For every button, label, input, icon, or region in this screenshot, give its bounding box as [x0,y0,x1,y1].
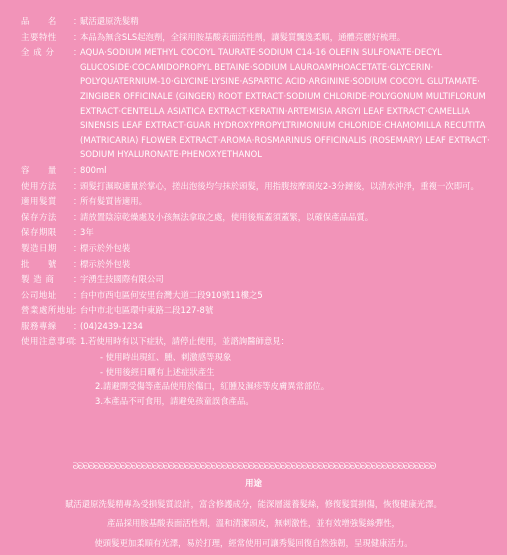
batch-value: 標示於外包裝 [80,258,131,269]
field-label: 品 名 [21,16,57,26]
field-row-business-address: 營業處所地址 ： 台中市北屯區環中東路二段127-8號 [21,303,491,318]
usage-line: 使頭髮更加柔順有光澤，易於打理，經常使用可讓秀髮回復自然強韌，呈現健康活力。 [94,537,413,548]
field-label: 使用方法 [21,180,57,191]
field-label: 保存期限 [21,227,57,238]
storage-text: 請放置陰涼乾燥處及小孩無法拿取之處，使用後瓶蓋須蓋緊，以確保產品品質。 [80,211,374,222]
field-row-storage: 保存方法 ： 請放置陰涼乾燥處及小孩無法拿取之處，使用後瓶蓋須蓋緊，以確保產品品質。 [21,210,491,225]
field-label: 適用髮質 [21,196,57,207]
field-row-name: 品 名 ： 賦活還原洗髮精 [21,14,491,29]
field-row-address: 公司地址 ： 台中市西屯區何安里台灣大道二段910號11樓之5 [21,288,491,303]
precaution-note: - 使用時出現紅、腫、刺激感等現象 [100,352,232,363]
precaution-note: - 使用後經日曬有上述症狀產生 [100,366,215,377]
field-label: 使用注意事項 [21,336,75,347]
field-label: 營業處所地址 [21,305,75,316]
field-row-directions: 使用方法 ： 頭髮打濕取適量於掌心，搓出泡後均勻抹於頭髮，用指腹按摩頭皮2-3分鐘後，以清水沖淨，重複一次即可。 [21,179,491,194]
field-row-mfg-date: 製造日期 ： 標示於外包裝 [21,241,491,256]
precaution-note: 3.本產品不可食用，請避免孩童誤食產品。 [95,395,254,406]
field-row-shelf-life: 保存期限 ： 3年 [21,225,491,240]
field-label: 公司地址 [21,289,57,300]
manufacturer-value: 宇湧生技國際有限公司 [80,274,164,285]
field-row-manufacturer: 製 造 商 ： 宇湧生技國際有限公司 [21,272,491,287]
field-row-precautions: 使用注意事項 ： 1.若使用時有以下症狀，請停止使用，並諮詢醫師意見： [21,334,491,349]
directions-text: 頭髮打濕取適量於掌心，搓出泡後均勻抹於頭髮，用指腹按摩頭皮2-3分鐘後，以清水沖淨，重複一次即可。 [80,180,479,191]
product-name: 賦活還原洗髮精 [80,16,139,26]
usage-line: 賦活還原洗髮精專為受損髮質設計，富含修護成分，能深層滋養髮絲，修復髮質損傷，恢復健康光澤。 [65,498,442,509]
volume-value: 800ml [80,164,107,175]
hair-type-text: 所有髮質皆適用。 [80,196,147,207]
shelf-life-value: 3年 [80,227,94,238]
usage-title: 用途 [245,478,262,488]
field-row-ingredients: 全 成 分 ： AQUA‧SODIUM METHYL COCOYL TAURATE‧SODIUM C14-16 OLEFIN SULFONATE‧DECYL GLUCOSIDE‧COCAMIDOPROPYL BETAINE‧SODIUM LAUROAMPHOACETATE‧GLYCERIN‧POLYQUATERNIUM-10‧GLYCINE‧LYSINE‧ASPARTIC ACID‧ARGININE‧SODIUM COCOYL GLUTAMATE‧ZINGIBER OFFICINALE (GINGER) ROOT EXTRACT‧SODIUM CHLORIDE‧POLYGONUM MULTIFLORUM EXTRACT‧CENTELLA ASIATICA EXTRACT‧KERATIN‧ARTEMISIA ARGYI LEAF EXTRACT‧CAMELLIA SINENSIS LEAF EXTRACT‧GUAR HYDROXYPROPYLTRIMONIUM CHLORIDE‧CHAMOMILLA RECUTITA (MATRICARIA) FLOWER EXTRACT‧AROMA‧ROSMARINUS OFFICINALIS (ROSEMARY) LEAF EXTRACT‧SODIUM HYALURONATE‧PHENOXYETHANOL [21,45,491,162]
field-label: 保存方法 [21,211,57,222]
business-address-value: 台中市北屯區環中東路二段127-8號 [80,305,214,316]
mfg-date-value: 標示於外包裝 [80,242,131,253]
product-info [21,14,491,408]
usage-section [0,476,507,555]
usage-line: 產品採用胺基酸表面活性劑，溫和清潔頭皮，無刺激性，並有效增強髮絲彈性， [106,518,401,529]
field-row-batch: 批 號 ： 標示於外包裝 [21,257,491,272]
field-label: 製造日期 [21,242,57,253]
field-label: 主要特性 [21,31,57,42]
field-row-features: 主要特性 ： 本品為無含SLS起泡劑，全採用胺基酸表面活性劑，讓髮質飄逸柔順，通體亮麗好梳理。 [21,30,491,45]
features-text: 本品為無含SLS起泡劑，全採用胺基酸表面活性劑，讓髮質飄逸柔順，通體亮麗好梳理。 [80,31,406,42]
field-row-hotline: 服務專線 ： (04)2439-1234 [21,319,491,334]
field-label: 全 成 分 [21,47,55,58]
precautions-text: 1.若使用時有以下症狀，請停止使用，並諮詢醫師意見： [80,336,289,347]
ingredients-text: AQUA‧SODIUM METHYL COCOYL TAURATE‧SODIUM C14-16 OLEFIN SULFONATE‧DECYL GLUCOSIDE‧COCAMIDOPROPYL BETAINE‧SODIUM LAUROAMPHOACETATE‧GLYCERIN‧POLYQUATERNIUM-10‧GLYCINE‧LYSINE‧ASPARTIC ACID‧ARGININE‧SODIUM COCOYL GLUTAMATE‧ZINGIBER OFFICINALE (GINGER) ROOT EXTRACT‧SODIUM CHLORIDE‧POLYGONUM MULTIFLORUM EXTRACT‧CENTELLA ASIATICA EXTRACT‧KERATIN‧ARTEMISIA ARGYI LEAF EXTRACT‧CAMELLIA SINENSIS LEAF EXTRACT‧GUAR HYDROXYPROPYLTRIMONIUM CHLORIDE‧CHAMOMILLA RECUTITA (MATRICARIA) FLOWER EXTRACT‧AROMA‧ROSMARINUS OFFICINALIS (ROSEMARY) LEAF EXTRACT‧SODIUM HYALURONATE‧PHENOXYETHANOL [80,47,490,160]
field-label: 服務專線 [21,320,57,331]
field-label: 製 造 商 [21,274,55,285]
precaution-note: 2.請避開受傷等產品使用於傷口，紅腫及濕疹等皮膚異常部位。 [95,381,330,392]
ornamental-divider: ᘐᘐᘐᘐᘐᘐᘐᘐᘐᘐᘐᘐᘐᘐᘐᘐᘐᘐᘐᘐᘐᘐᘐᘐᘐᘐᘐᘐᘐᘐᘐᘐᘐᘐᘐᘐᘐᘐᘐᘐᘐᘐᘐᘐᘐᘐᘐᘐᘐᘐᘐᘐᘐᘐᘐᘐᘐᘐᘐᘐᘐᘐᘐᘐᘐᘐᘐᘐ [72,462,436,472]
field-row-volume: 容 量 ： 800ml [21,163,491,178]
field-label: 容 量 [21,164,57,175]
address-value: 台中市西屯區何安里台灣大道二段910號11樓之5 [80,289,263,300]
hotline-value: (04)2439-1234 [80,320,143,331]
field-row-hair-type: 適用髮質 ： 所有髮質皆適用。 [21,194,491,209]
field-label: 批 號 [21,258,57,269]
